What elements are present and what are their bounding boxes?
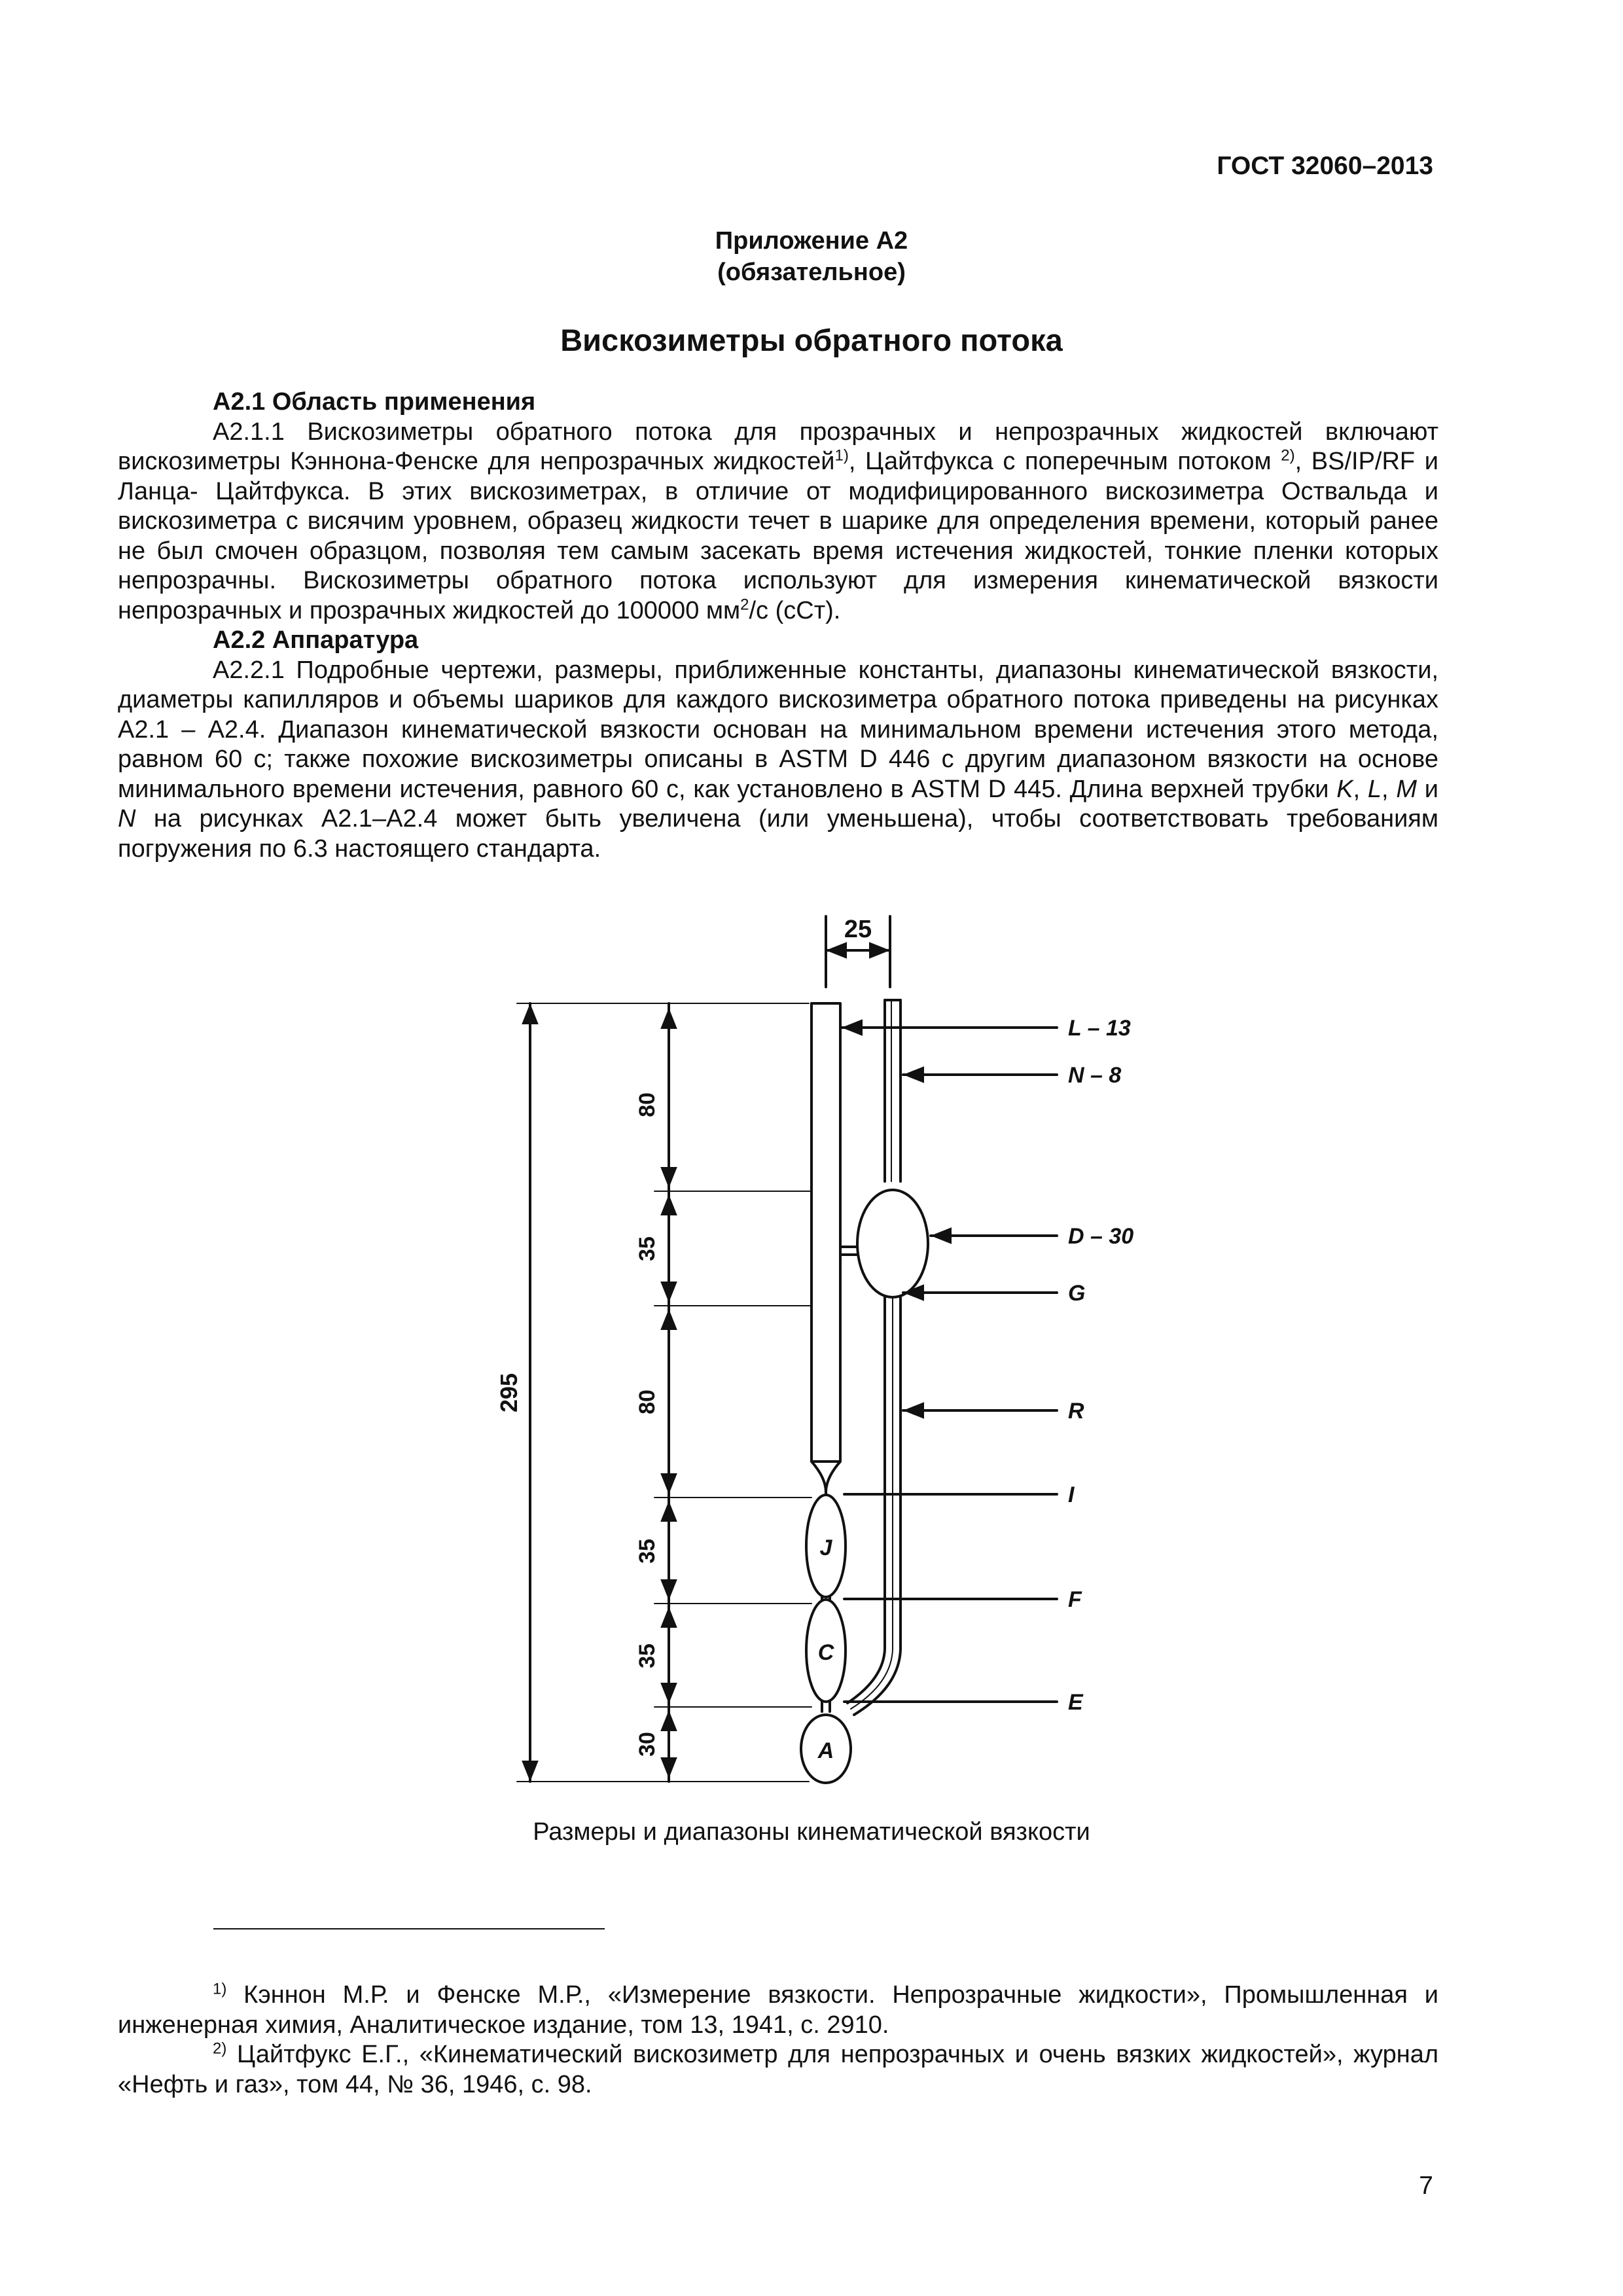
- heading-a22: А2.2 Аппаратура: [213, 626, 419, 654]
- tube-k: K: [1336, 775, 1353, 803]
- callout-f: F: [1068, 1587, 1082, 1612]
- annex-title: [0, 225, 1623, 288]
- paragraph-a211-part2: , Цайтфукса с поперечным потоком: [848, 448, 1281, 475]
- tube-m: M: [1396, 775, 1417, 803]
- figure-caption: Размеры и диапазоны кинематической вязкости: [533, 1818, 1090, 1846]
- dim-seg-2: 35: [635, 1236, 660, 1261]
- heading-a21: А2.1 Область применения: [213, 388, 536, 416]
- dim-seg-4: 35: [635, 1539, 660, 1564]
- bulb-label-j: J: [819, 1535, 832, 1560]
- footnote-2-text: Цайтфукс Е.Г., «Кинематический вискозиметр для непрозрачных и очень вязких жидкостей», журнал «Нефть и газ», том 44, № 36, 1946, с. 98.: [118, 2041, 1438, 2098]
- tube-n: N: [118, 805, 136, 833]
- dim-top: 25: [844, 916, 872, 943]
- tube-l: L: [1367, 775, 1382, 803]
- standard-header: ГОСТ 32060–2013: [1217, 152, 1433, 180]
- callout-i: I: [1068, 1482, 1075, 1507]
- annex-status: (обязательное): [717, 259, 906, 286]
- section-title: Вискозиметры обратного потока: [560, 323, 1063, 357]
- annex-name: Приложение А2: [715, 227, 908, 255]
- body-text: [118, 387, 1438, 864]
- footnote-divider: [213, 1928, 605, 1929]
- paragraph-a221: [118, 656, 1438, 865]
- page-number: 7: [1419, 2172, 1433, 2200]
- paragraph-a221-part2: на рисунках А2.1–А2.4 может быть увеличена (или уменьшена), чтобы соответствовать требованиям погружения по 6.3 настоящего стандарта.: [118, 805, 1438, 863]
- callout-e: E: [1068, 1690, 1083, 1715]
- footnote-2-mark: 2): [213, 2039, 227, 2058]
- footnote-2: [118, 2040, 1438, 2100]
- sep1: ,: [1353, 775, 1368, 803]
- footnotes: [118, 1981, 1438, 2100]
- footnote-1: [118, 1981, 1438, 2040]
- bulb-label-a: A: [817, 1738, 834, 1763]
- unit-superscript: 2: [740, 595, 749, 613]
- dim-total: 295: [495, 1372, 522, 1413]
- dim-seg-6: 30: [635, 1732, 660, 1757]
- sep2: ,: [1382, 775, 1397, 803]
- dim-seg-5: 35: [635, 1643, 660, 1668]
- sep3: и: [1417, 775, 1438, 803]
- callout-g: G: [1068, 1281, 1086, 1306]
- viscometer-diagram: [0, 903, 1623, 1820]
- footnote-ref-2: 2): [1281, 446, 1295, 465]
- callout-d30: D – 30: [1068, 1224, 1134, 1249]
- paragraph-a211-part4: /с (сСт).: [749, 596, 841, 624]
- paragraph-a211: [118, 418, 1438, 626]
- footnote-ref-1: 1): [834, 446, 849, 465]
- bulb-label-c: C: [817, 1640, 834, 1665]
- callout-n8: N – 8: [1068, 1063, 1122, 1088]
- paragraph-a211-part3: , BS/IP/RF и Ланца- Цайтфукса. В этих вискозиметрах, в отличие от модифицированного вискозиметра Оствальда и вискозиметра с висячим уровнем, образец жидкости течет в шарике для определения времени, который ранее не был смочен образцом, позволяя тем самым засекать время истечения жидкостей, тонкие пленки которых непрозрачны. Вискозиметры обратного потока используют для измерения кинематической вязкости непрозрачных и прозрачных жидкостей до 100000 мм: [118, 448, 1438, 624]
- footnote-1-text: Кэннон М.Р. и Фенске М.Р., «Измерение вязкости. Непрозрачные жидкости», Промышленная и инженерная химия, Аналитическое издание, том 13, 1941, с. 2910.: [118, 1981, 1438, 2039]
- callout-r: R: [1068, 1399, 1084, 1424]
- callout-l13: L – 13: [1068, 1016, 1131, 1041]
- paragraph-a221-part1: А2.2.1 Подробные чертежи, размеры, приближенные константы, диапазоны кинематической вязкости, диаметры капилляров и объемы шариков для каждого вискозиметра обратного потока приведены на рисунках А2.1 – А2.4. Диапазон кинематической вязкости основан на минимальном времени истечения этого метода, равном 60 с; также похожие вискозиметры описаны в ASTM D 446 с другим диапазоном вязкости на основе минимального времени истечения, равного 60 с, как установлено в ASTM D 445. Длина верхней трубки: [118, 656, 1438, 803]
- footnote-1-mark: 1): [213, 1980, 227, 1998]
- dim-seg-1: 80: [635, 1092, 660, 1117]
- dim-seg-3: 80: [635, 1390, 660, 1414]
- paragraph-a211-part1: А2.1.1 Вискозиметры обратного потока для прозрачных и непрозрачных жидкостей включают вискозиметры Кэннона-Фенске для непрозрачных жидкостей: [118, 418, 1438, 475]
